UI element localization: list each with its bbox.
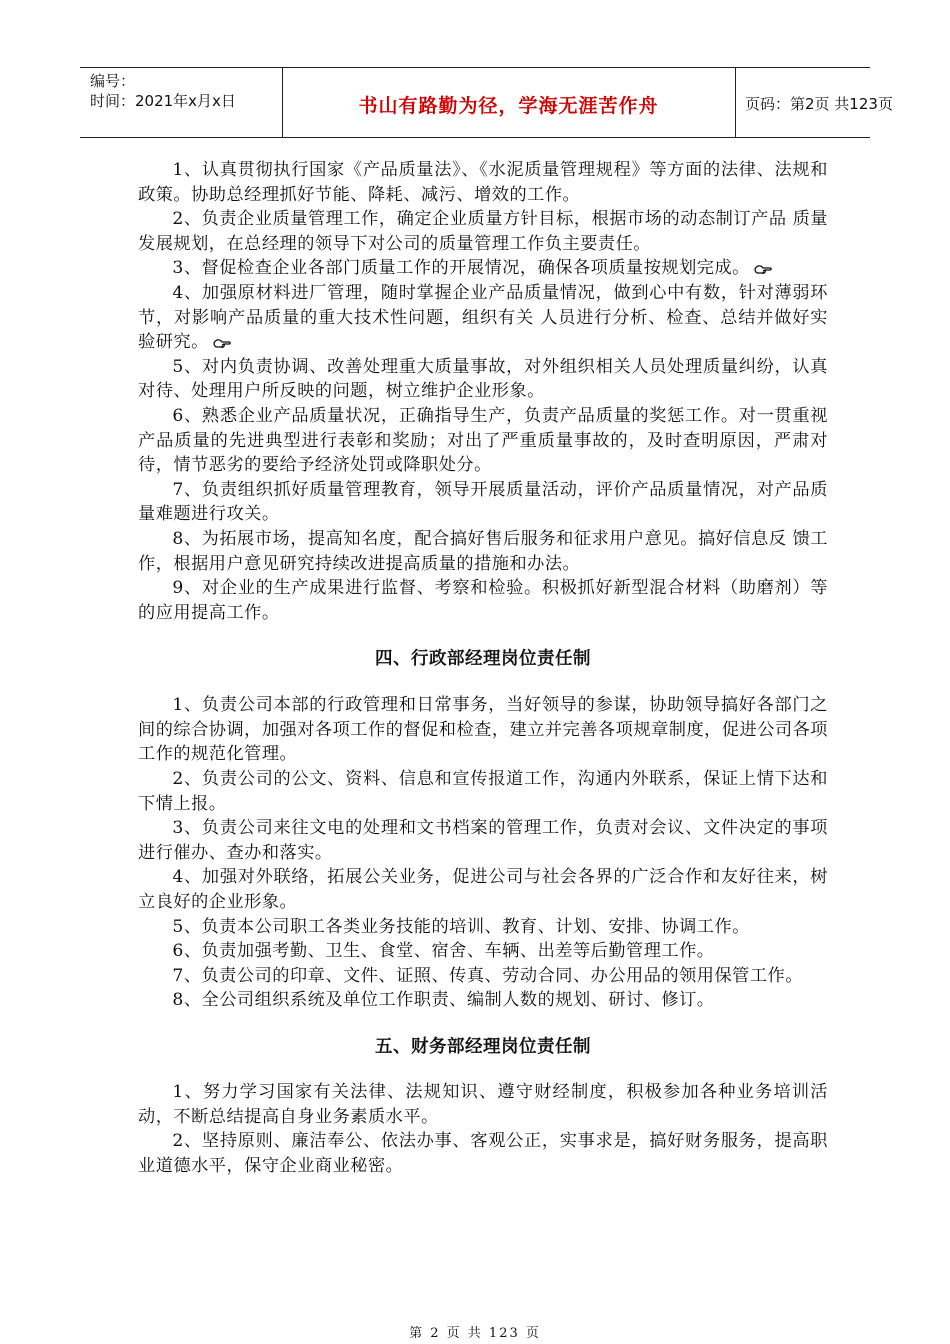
paragraph (138, 158, 828, 207)
header-motto-cell (282, 68, 736, 137)
paragraph-text: 9、对企业的生产成果进行监督、考察和检验。积极抓好新型混合材料（助磨剂）等的应用提高工作。 (138, 578, 828, 623)
pointing-hand-icon (213, 337, 231, 349)
section-heading-finance: 五、财务部经理岗位责任制 (375, 1037, 591, 1057)
paragraph-text: 6、熟悉企业产品质量状况，正确指导生产，负责产品质量的奖惩工作。对一贯重视产品质量的先进典型进行表彰和奖励；对出了严重质量事故的，及时查明原因，严肃对待，情节恶劣的要给予经济处罚或降职处分。 (138, 405, 828, 476)
page-header (80, 67, 893, 138)
header-meta-cell (80, 68, 283, 137)
section-admin-list (138, 693, 828, 1013)
paragraph: 5、负责本公司职工各类业务技能的培训、教育、计划、安排、协调工作。 (172, 916, 750, 937)
section-heading-admin: 四、行政部经理岗位责任制 (375, 649, 591, 670)
paragraph (138, 256, 828, 281)
paragraph-text: 3、督促检查企业各部门质量工作的开展情况，确保各项质量按规划完成。 (172, 258, 750, 279)
paragraph (138, 527, 828, 576)
paragraph-text: 1、认真贯彻执行国家《产品质量法》、《水泥质量管理规程》等方面的法律、法规和政策。协助总经理抓好节能、降耗、减污、增效的工作。 (138, 160, 828, 205)
paragraph-text: 5、对内负责协调、改善处理重大质量事故，对外组织相关人员处理质量纠纷，认真对待、处理用户所反映的问题，树立维护企业形象。 (138, 356, 828, 402)
paragraph: 1、努力学习国家有关法律、法规知识、遵守财经制度，积极参加各种业务培训活动，不断总结提高自身业务素质水平。 (138, 1082, 828, 1127)
paragraph: 4、加强对外联络，拓展公关业务，促进公司与社会各界的广泛合作和友好往来，树立良好的企业形象。 (138, 867, 828, 913)
paragraph: 7、负责公司的印章、文件、证照、传真、劳动合同、办公用品的领用保管工作。 (172, 965, 803, 986)
page-footer: 第 2 页 共 123 页 (409, 1326, 541, 1341)
document-date: 时间：2021年x月x日 (90, 92, 236, 110)
paragraph: 2、负责公司的公文、资料、信息和宣传报道工作，沟通内外联系，保证上情下达和下情上报。 (138, 769, 828, 814)
header-page-cell (735, 68, 893, 137)
paragraph (138, 576, 828, 625)
header-page-number: 页码：第2页 共123页 (745, 95, 893, 113)
paragraph: 3、负责公司来往文电的处理和文书档案的管理工作，负责对会议、文件决定的事项进行催办、查办和落实。 (138, 818, 828, 863)
paragraph-text: 2、负责企业质量管理工作，确定企业质量方针目标，根据市场的动态制订产品 质量发展规划，在总经理的领导下对公司的质量管理工作负主要责任。 (138, 209, 828, 254)
paragraph: 6、负责加强考勤、卫生、食堂、宿舍、车辆、出差等后勤管理工作。 (172, 941, 715, 962)
paragraph (138, 207, 828, 256)
paragraph (138, 281, 828, 355)
paragraph-text: 7、负责组织抓好质量管理教育，领导开展质量活动，评价产品质量情况，对产品质量难题进行攻关。 (138, 479, 828, 525)
section-finance-list (138, 1080, 828, 1178)
paragraph-text: 8、为拓展市场，提高知名度，配合搞好售后服务和征求用户意见。搞好信息反 馈工作，根据用户意见研究持续改进提高质量的措施和办法。 (138, 528, 828, 574)
document-number: 编号： (90, 72, 136, 90)
paragraph: 2、坚持原则、廉洁奉公、依法办事、客观公正，实事求是，搞好财务服务，提高职业道德水平，保守企业商业秘密。 (138, 1131, 828, 1176)
document-body (138, 158, 828, 1178)
paragraph (138, 478, 828, 527)
paragraph (138, 355, 828, 404)
paragraph: 8、全公司组织系统及单位工作职责、编制人数的规划、研讨、修订。 (172, 990, 715, 1011)
paragraph-text: 4、加强原材料进厂管理，随时掌握企业产品质量情况，做到心中有数，针对薄弱环节，对影响产品质量的重大技术性问题，组织有关 人员进行分析、检查、总结并做好实验研究。 (138, 282, 828, 353)
pointing-hand-icon (754, 263, 772, 275)
header-motto: 书山有路勤为径，学海无涯苦作舟 (358, 95, 659, 117)
paragraph (138, 404, 828, 478)
paragraph: 1、负责公司本部的行政管理和日常事务，当好领导的参谋，协助领导搞好各部门之间的综合协调，加强对各项工作的督促和检查，建立并完善各项规章制度，促进公司各项工作的规范化管理。 (138, 695, 828, 765)
section-quality-list (138, 158, 828, 625)
